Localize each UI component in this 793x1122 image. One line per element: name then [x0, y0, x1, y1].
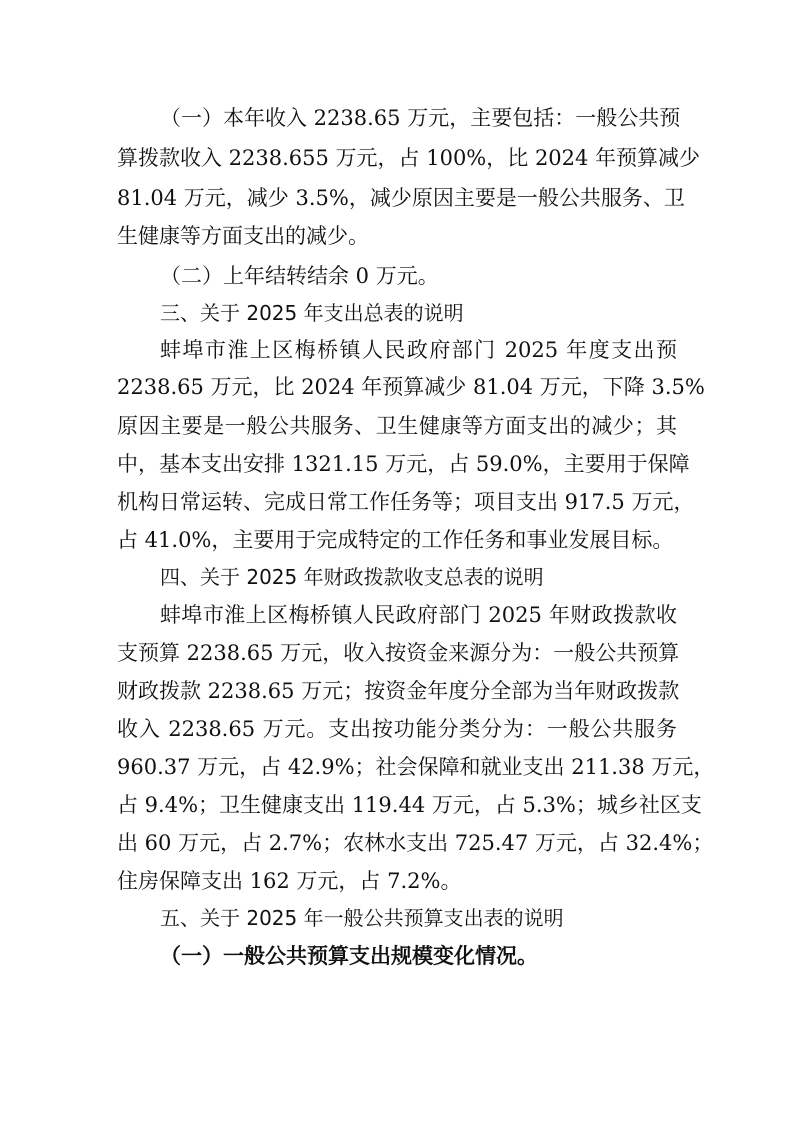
fiscal-line-7: 出 60 万元，占 2.7%；农林水支出 725.47 万元，占 32.4%；: [117, 831, 714, 855]
fiscal-line-3: 财政拨款 2238.65 万元；按资金年度分全部为当年财政拨款: [117, 679, 680, 703]
fiscal-line-2: 支预算 2238.65 万元，收入按资金来源分为：一般公共预算: [117, 641, 680, 665]
section-heading-3: 三、关于 2025 年支出总表的说明: [160, 301, 464, 325]
income-line-2: 算拨款收入 2238.655 万元，占 100%，比 2024 年预算减少: [117, 146, 701, 170]
income-line-4: 生健康等方面支出的减少。: [117, 224, 369, 248]
fiscal-line-4: 收入 2238.65 万元。支出按功能分类分为：一般公共服务: [117, 717, 677, 741]
expenditure-line-3: 原因主要是一般公共服务、卫生健康等方面支出的减少；其: [117, 414, 677, 438]
income-line-1: （一）本年收入 2238.65 万元，主要包括：一般公共预: [160, 106, 681, 130]
fiscal-line-1: 蚌埠市淮上区梅桥镇人民政府部门 2025 年财政拨款收: [160, 603, 677, 627]
fiscal-line-8: 住房保障支出 162 万元，占 7.2%。: [117, 869, 462, 893]
subsection-heading-5-1: （一）一般公共预算支出规模变化情况。: [160, 943, 538, 968]
expenditure-line-4: 中，基本支出安排 1321.15 万元，占 59.0%，主要用于保障: [117, 452, 690, 476]
fiscal-line-6: 占 9.4%；卫生健康支出 119.44 万元，占 5.3%；城乡社区支: [117, 793, 702, 817]
expenditure-line-6: 占 41.0%，主要用于完成特定的工作任务和事业发展目标。: [117, 528, 674, 552]
carryover-line: （二）上年结转结余 0 万元。: [160, 264, 439, 288]
fiscal-line-5: 960.37 万元，占 42.9%；社会保障和就业支出 211.38 万元，: [117, 755, 715, 779]
section-heading-5: 五、关于 2025 年一般公共预算支出表的说明: [160, 906, 564, 930]
expenditure-line-5: 机构日常运转、完成日常工作任务等；项目支出 917.5 万元，: [117, 490, 695, 514]
expenditure-line-2: 2238.65 万元，比 2024 年预算减少 81.04 万元，下降 3.5%: [117, 375, 705, 399]
income-line-3: 81.04 万元，减少 3.5%，减少原因主要是一般公共服务、卫: [117, 186, 685, 210]
expenditure-line-1: 蚌埠市淮上区梅桥镇人民政府部门 2025 年度支出预: [160, 338, 677, 362]
section-heading-4: 四、关于 2025 年财政拨款收支总表的说明: [160, 565, 544, 589]
